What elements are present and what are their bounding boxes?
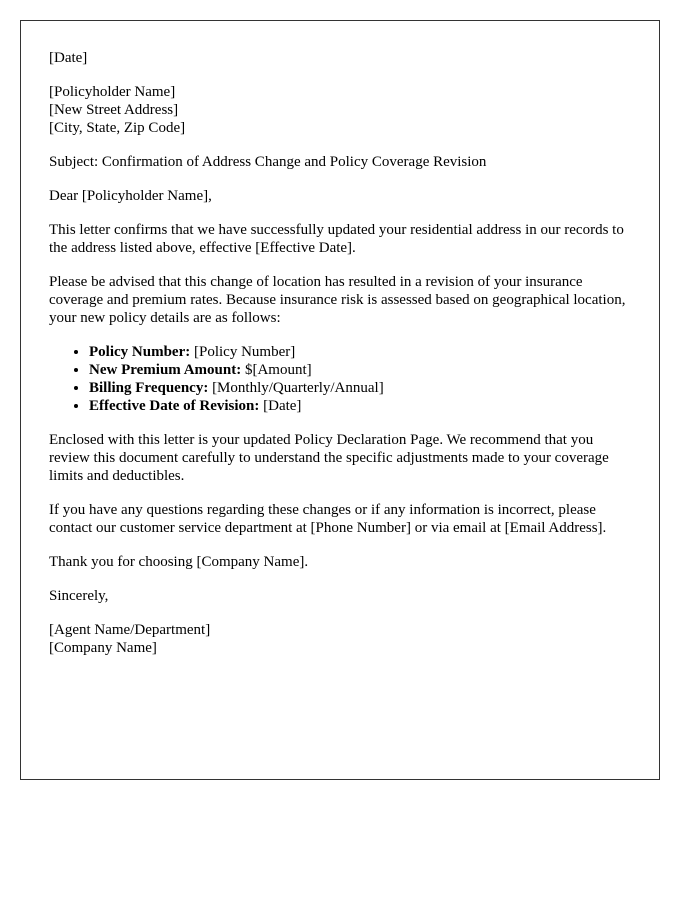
recipient-address	[49, 83, 631, 137]
signature-block	[49, 621, 631, 657]
detail-value: $[Amount]	[241, 362, 312, 378]
detail-value: [Monthly/Quarterly/Annual]	[208, 380, 384, 396]
recipient-name: [Policyholder Name]	[49, 84, 176, 100]
detail-label: Policy Number:	[89, 344, 191, 360]
detail-label: Effective Date of Revision:	[89, 398, 260, 414]
letter-salutation: Dear [Policyholder Name],	[49, 188, 212, 204]
policy-details-list	[49, 343, 631, 415]
detail-value: [Policy Number]	[190, 344, 296, 360]
signature-agent: [Agent Name/Department]	[49, 622, 211, 638]
detail-policy-number	[89, 343, 631, 361]
paragraph-confirmation: This letter confirms that we have successfully updated your residential address in our records to the address listed above, effective [Effective Date].	[49, 222, 624, 256]
letter-closing: Sincerely,	[49, 588, 109, 604]
paragraph-enclosure: Enclosed with this letter is your updated Policy Declaration Page. We recommend that you review this document carefully to understand the specific adjustments made to your coverage limits and deductibles.	[49, 432, 609, 484]
detail-value: [Date]	[259, 398, 302, 414]
detail-label: New Premium Amount:	[89, 362, 242, 378]
recipient-city-state-zip: [City, State, Zip Code]	[49, 120, 186, 136]
paragraph-contact: If you have any questions regarding these changes or if any information is incorrect, please contact our customer service department at [Phone Number] or via email at [Email Address].	[49, 502, 607, 536]
paragraph-thanks: Thank you for choosing [Company Name].	[49, 554, 309, 570]
recipient-street: [New Street Address]	[49, 102, 179, 118]
paragraph-revision-notice: Please be advised that this change of location has resulted in a revision of your insurance coverage and premium rates. Because insurance risk is assessed based on geographical location, your new policy details are as follows:	[49, 274, 626, 326]
signature-company: [Company Name]	[49, 640, 157, 656]
letter-page	[20, 20, 660, 780]
letter-date: [Date]	[49, 50, 88, 66]
detail-effective-date	[89, 397, 631, 415]
letter-subject: Subject: Confirmation of Address Change and Policy Coverage Revision	[49, 154, 487, 170]
detail-new-premium	[89, 361, 631, 379]
detail-billing-frequency	[89, 379, 631, 397]
detail-label: Billing Frequency:	[89, 380, 209, 396]
